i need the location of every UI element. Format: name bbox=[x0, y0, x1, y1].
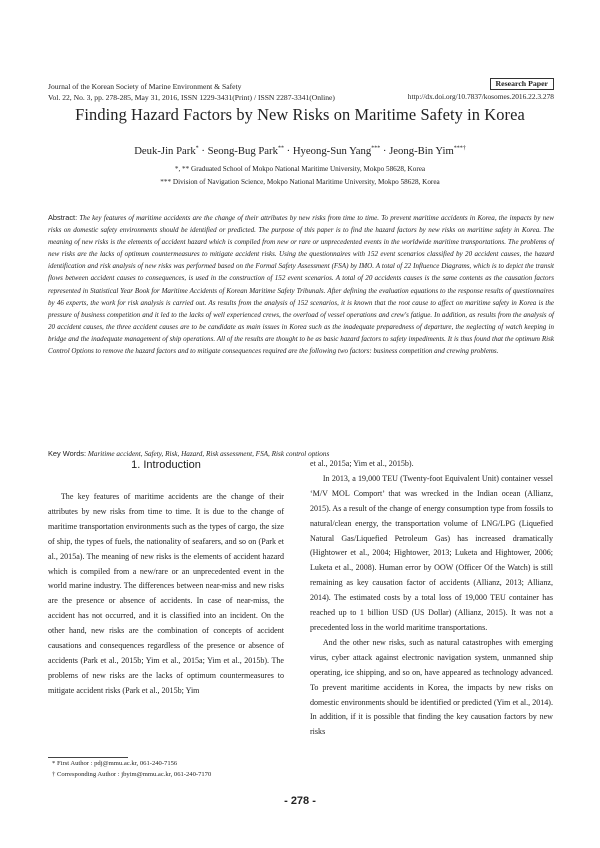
doi-link[interactable]: http://dx.doi.org/10.7837/kosomes.2016.22.3.278 bbox=[407, 92, 554, 101]
journal-info bbox=[48, 81, 335, 103]
left-column bbox=[48, 490, 284, 699]
author-mark: * bbox=[195, 145, 199, 152]
abstract-label: Abstract: bbox=[48, 213, 78, 222]
paragraph: In 2013, a 19,000 TEU (Twenty-foot Equivalent Unit) container vessel ‘M/V MOL Comport’ that was wrecked in the Indian ocean (Allianz, 2015). As a result of the change of energy consumption type from fossils to natural/clean energy, the transportation volume of LNG/LPG (Liquefied Natural Gas/Liquefied Petroleum Gas) has increased dramatically (Hightower et al., 2004; Hightower, 2013; Luketa and Hightower, 2006; Luketa et al., 2008). Human error by OOW (Officer Of the Watch) is still remaining as key causation factor of accidents (Allianz, 2013; Allianz, 2014). The estimated costs by a total loss of 19,000 TEU container has reached up to 1 billion USD (US Dollar) (Allianz, 2015). It was not a precedented loss in the world maritime transportations. bbox=[310, 473, 553, 632]
keywords-label: Key Words: bbox=[48, 449, 87, 458]
author-list bbox=[0, 145, 600, 157]
author-name: Deuk-Jin Park bbox=[134, 145, 196, 157]
author-mark: ** bbox=[277, 145, 284, 152]
page-number: - 278 - bbox=[284, 795, 316, 807]
right-column bbox=[310, 457, 553, 740]
footnote-first-author: * First Author : pdj@mmu.ac.kr, 061-240-7156 bbox=[52, 760, 178, 767]
author-separator: · bbox=[198, 145, 208, 157]
journal-volume-issn: Vol. 22, No. 3, pp. 278-285, May 31, 2016, ISSN 1229-3431(Print) / ISSN 2287-3341(Online) bbox=[48, 93, 335, 102]
affiliation: *, ** Graduated School of Mokpo National Maritime University, Mokpo 58628, Korea bbox=[174, 165, 426, 173]
footnote-divider bbox=[48, 757, 128, 758]
author-name: Hyeong-Sun Yang bbox=[292, 145, 372, 157]
abstract bbox=[48, 212, 554, 357]
journal-name: Journal of the Korean Society of Marine Environment & Safety bbox=[48, 82, 242, 91]
section-heading: 1. Introduction bbox=[131, 459, 201, 471]
paper-title: Finding Hazard Factors by New Risks on Maritime Safety in Korea bbox=[75, 105, 525, 124]
author-separator: · bbox=[283, 145, 293, 157]
affiliation: *** Division of Navigation Science, Mokpo National Maritime University, Mokpo 58628, Korea bbox=[160, 178, 440, 186]
paper-type-badge: Research Paper bbox=[490, 78, 554, 90]
author-name: Jeong-Bin Yim bbox=[389, 145, 454, 157]
author-mark: *** bbox=[371, 145, 381, 152]
author-name: Seong-Bug Park bbox=[207, 145, 278, 157]
paragraph: The key features of maritime accidents are the change of their attributes by new risks from time to time. It is due to the change of maritime transportation environments such as the types of cargo, the size of ship, the types of fuels, the nationality of seafarers, and so on (Park et al., 2015a). The meaning of new risks is the elements of accident hazard which is compiled from a new/rare or an unprecedented event in the world marine industry. The differences between near-miss and new risks are the presence or absence of accidents. In case of near-miss, the accident has not occurred, and it is classified into an incident. On the other hand, new risks are the combination of concepts of accident causations and consequences regardless of the presence or absence of accidents (Park et al., 2015b; Yim et al., 2015a; Yim et al., 2015b). The problems of new risks are the lacks of optimum countermeasures to mitigate accident risks (Park et al., 2015b; Yim bbox=[48, 492, 284, 695]
author-mark: ***† bbox=[453, 145, 466, 152]
paragraph-continued: et al., 2015a; Yim et al., 2015b). bbox=[310, 459, 414, 468]
author-separator: · bbox=[380, 145, 390, 157]
keywords-text: Maritime accident, Safety, Risk, Hazard, Risk assessment, FSA, Risk control options bbox=[87, 450, 330, 458]
footnote-corresponding-author: † Corresponding Author : jbyim@mmu.ac.kr, 061-240-7170 bbox=[52, 771, 212, 778]
paragraph: And the other new risks, such as natural catastrophes with emerging virus, cyber attack against electronic navigation system, unmanned ship operating, ice shipping, and so on, have appeared as technology advanced. To prevent maritime accidents in Korea, the impacts by new risks on domestic environments should be identified or predicted (Yim et al., 2014). In addition, if it is possible that finding the key causation factors by new risks bbox=[310, 637, 553, 737]
abstract-text: The key features of maritime accidents are the change of their attributes by new risks from time to time. To prevent maritime accidents in Korea, the impacts by new risks on domestic safety environments should be identified or predicted. The purpose of this paper is to find the hazard factors by new risks on maritime safety in Korea. The meaning of new risks is the elements of accident hazard which is compiled from new or rare or unprecedented events in the worldwide maritime transportations. The problems of new risks are the lacks of optimum countermeasures to mitigate accident risks. Using the questionnaires with 152 event scenarios classified by 20 accident causes, the hazard identification and risk analysis of new risks was performed based on the Formal Safety Assessment (FSA) by IMO. A total of 22 Influence Diagrams, which is to depict the transit flows between accident causes to consequences, is used in the construction of 152 event scenarios. A total of 20 accidents causes is the same contents as the causation factors represented in Statistical Year Book for Maritime Accidents of Korean Maritime Safety Tribunals. After defining the evaluation equations to the response results of questionnaires by 46 experts, the work for risk analysis is carried out. As results from the analysis of 152 scenarios, it is known that the root cause to affect on maritime safety in Korea is the pressure of business competition and it led to the lacks of well experienced crews, the overload of vessel operations and crew's fatigue. In addition, as results from the analysis of 20 accident causes, the three accident causes are to be candidate as main issues in Korea such as the inadequate preparedness of departure, the neglecting of watch keeping in bridge and the inadequate management of ship operations. All of the results are thought to be as basic hazard factors to safety impediments. It is thus found that the optimum Risk Control Options to remove the hazard factors and to mitigate consequences required are the following two factors: business competition and crewing problems. bbox=[48, 214, 554, 356]
